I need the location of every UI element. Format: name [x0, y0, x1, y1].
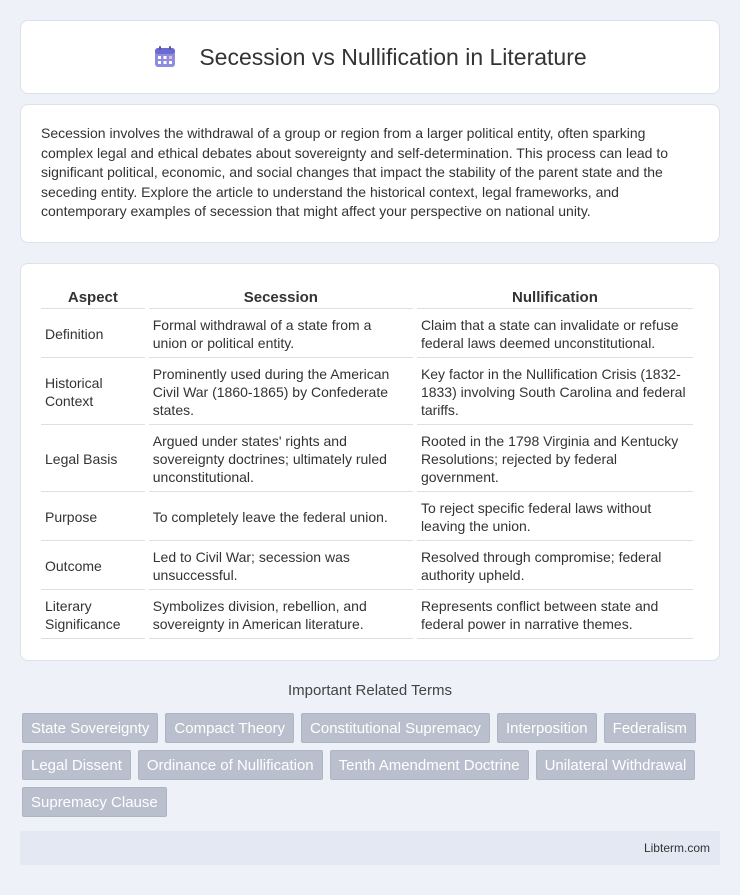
row-aspect: Purpose — [41, 492, 145, 541]
page-title: Secession vs Nullification in Literature — [199, 43, 587, 70]
row-aspect: Definition — [41, 309, 145, 358]
row-aspect: Legal Basis — [41, 425, 145, 492]
intro-text: Secession involves the withdrawal of a group or region from a larger political entity, often sparking complex legal and ethical debates about sovereignty and self-determination. This process can lead to significant political, economic, and social changes that impact the stability of the parent state and the seceding entity. Explore the article to understand the historical context, legal frameworks, and contemporary examples of secession that might affect your perspective on national unity. — [41, 125, 669, 220]
comparison-table — [37, 286, 697, 639]
term-tag[interactable]: Ordinance of Nullification — [138, 750, 323, 780]
term-tag[interactable]: Federalism — [604, 713, 696, 743]
table-row — [41, 358, 693, 425]
table-row — [41, 309, 693, 358]
intro-card — [20, 104, 720, 243]
related-terms-list — [22, 713, 722, 817]
term-tag[interactable]: Supremacy Clause — [22, 787, 167, 817]
table-header-row — [41, 286, 693, 309]
row-secession: Prominently used during the American Civil War (1860-1865) by Confederate states. — [149, 358, 413, 425]
term-tag[interactable]: Tenth Amendment Doctrine — [330, 750, 529, 780]
header-secession: Secession — [149, 286, 413, 309]
term-tag[interactable]: Legal Dissent — [22, 750, 131, 780]
row-aspect: Literary Significance — [41, 590, 145, 639]
header-card — [20, 20, 720, 94]
table-row — [41, 541, 693, 590]
table-row — [41, 590, 693, 639]
calendar-icon — [153, 45, 177, 69]
row-secession: Argued under states' rights and sovereignty doctrines; ultimately ruled unconstitutional. — [149, 425, 413, 492]
row-aspect: Outcome — [41, 541, 145, 590]
comparison-table-card — [20, 263, 720, 661]
row-nullification: Represents conflict between state and federal power in narrative themes. — [417, 590, 693, 639]
table-row — [41, 425, 693, 492]
term-tag[interactable]: Compact Theory — [165, 713, 294, 743]
footer-site-link[interactable]: Libterm.com — [643, 841, 710, 855]
row-secession: To completely leave the federal union. — [149, 492, 413, 541]
row-nullification: Key factor in the Nullification Crisis (1832-1833) involving South Carolina and federal tariffs. — [417, 358, 693, 425]
row-aspect: Historical Context — [41, 358, 145, 425]
related-terms-title: Important Related Terms — [288, 682, 452, 699]
term-tag[interactable]: Unilateral Withdrawal — [536, 750, 696, 780]
row-secession: Led to Civil War; secession was unsuccessful. — [149, 541, 413, 590]
table-row — [41, 492, 693, 541]
row-nullification: Resolved through compromise; federal authority upheld. — [417, 541, 693, 590]
term-tag[interactable]: State Sovereignty — [22, 713, 158, 743]
footer — [20, 831, 720, 865]
header-nullification: Nullification — [417, 286, 693, 309]
row-secession: Formal withdrawal of a state from a union or political entity. — [149, 309, 413, 358]
row-nullification: Claim that a state can invalidate or refuse federal laws deemed unconstitutional. — [417, 309, 693, 358]
row-secession: Symbolizes division, rebellion, and sovereignty in American literature. — [149, 590, 413, 639]
row-nullification: Rooted in the 1798 Virginia and Kentucky Resolutions; rejected by federal government. — [417, 425, 693, 492]
term-tag[interactable]: Constitutional Supremacy — [301, 713, 490, 743]
row-nullification: To reject specific federal laws without leaving the union. — [417, 492, 693, 541]
header-aspect: Aspect — [41, 286, 145, 309]
term-tag[interactable]: Interposition — [497, 713, 597, 743]
